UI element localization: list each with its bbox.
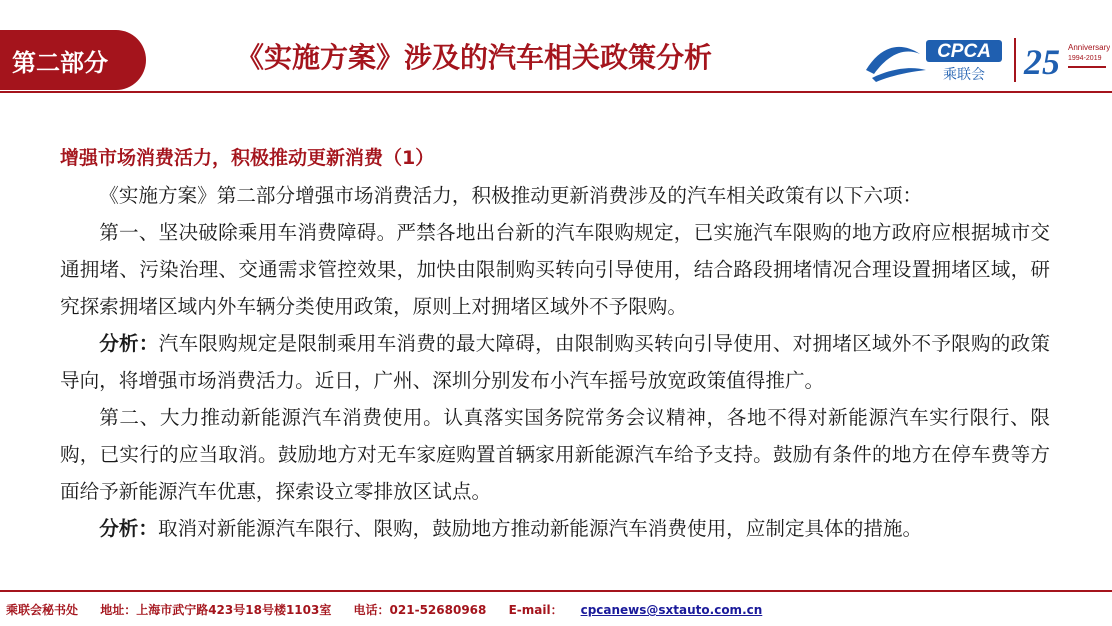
section-label: 第二部分	[12, 48, 108, 77]
item-1-paragraph: 第一、坚决破除乘用车消费障碍。严禁各地出台新的汽车限购规定，已实施汽车限购的地方政府应根据城市交通拥堵、污染治理、交通需求管控效果，加快由限制购买转向引导使用，结合路段拥堵情况合理设置拥堵区域，研究探索拥堵区域内外车辆分类使用政策，原则上对拥堵区域外不予限购。	[60, 221, 1050, 318]
analysis-2-paragraph	[60, 510, 1050, 547]
footer-email-label: E-mail：	[508, 603, 563, 617]
logo-area	[862, 34, 1112, 86]
footer-phone: 电话：021-52680968	[353, 603, 487, 617]
content-subtitle: 增强市场消费活力，积极推动更新消费（1）	[60, 147, 435, 169]
anniversary-logo	[1022, 34, 1110, 86]
header-divider	[0, 91, 1112, 93]
cpca-logo	[862, 34, 1012, 86]
logo-text: CPCA	[937, 41, 991, 62]
footer-email-link[interactable]: cpcanews@sxtauto.com.cn	[580, 603, 763, 617]
logo-subtext: 乘联会	[943, 67, 985, 83]
item-2-paragraph: 第二、大力推动新能源汽车消费使用。认真落实国务院常务会议精神，各地不得对新能源汽车实行限行、限购，已实行的应当取消。鼓励地方对无车家庭购置首辆家用新能源汽车给予支持。鼓励有条件的地方在停车费等方面给予新能源汽车优惠，探索设立零排放区试点。	[60, 406, 1050, 503]
footer-divider	[0, 590, 1112, 592]
anniversary-word: Anniversary	[1068, 43, 1110, 52]
footer	[6, 601, 1106, 618]
analysis-2-text: 取消对新能源汽车限行、限购，鼓励地方推动新能源汽车消费使用，应制定具体的措施。	[157, 517, 923, 540]
intro-paragraph: 《实施方案》第二部分增强市场消费活力，积极推动更新消费涉及的汽车相关政策有以下六项：	[99, 184, 923, 207]
section-tab	[0, 30, 146, 90]
footer-email-group	[509, 603, 781, 617]
anniversary-years: 1994-2019	[1068, 55, 1102, 62]
logo-divider	[1014, 38, 1016, 82]
analysis-1-paragraph	[60, 325, 1050, 399]
footer-org: 乘联会秘书处	[6, 603, 79, 617]
page-title: 《实施方案》涉及的汽车相关政策分析	[236, 41, 713, 74]
content-body	[60, 140, 1050, 547]
footer-address: 地址：上海市武宁路423号18号楼1103室	[100, 603, 332, 617]
analysis-1-text: 汽车限购规定是限制乘用车消费的最大障碍，由限制购买转向引导使用、对拥堵区域外不予限购的政策导向，将增强市场消费活力。近日，广州、深圳分别发布小汽车摇号放宽政策值得推广。	[60, 332, 1051, 392]
analysis-1-label: 分析：	[99, 332, 159, 355]
analysis-2-label: 分析：	[99, 517, 158, 540]
anniversary-number: 25	[1024, 42, 1060, 82]
